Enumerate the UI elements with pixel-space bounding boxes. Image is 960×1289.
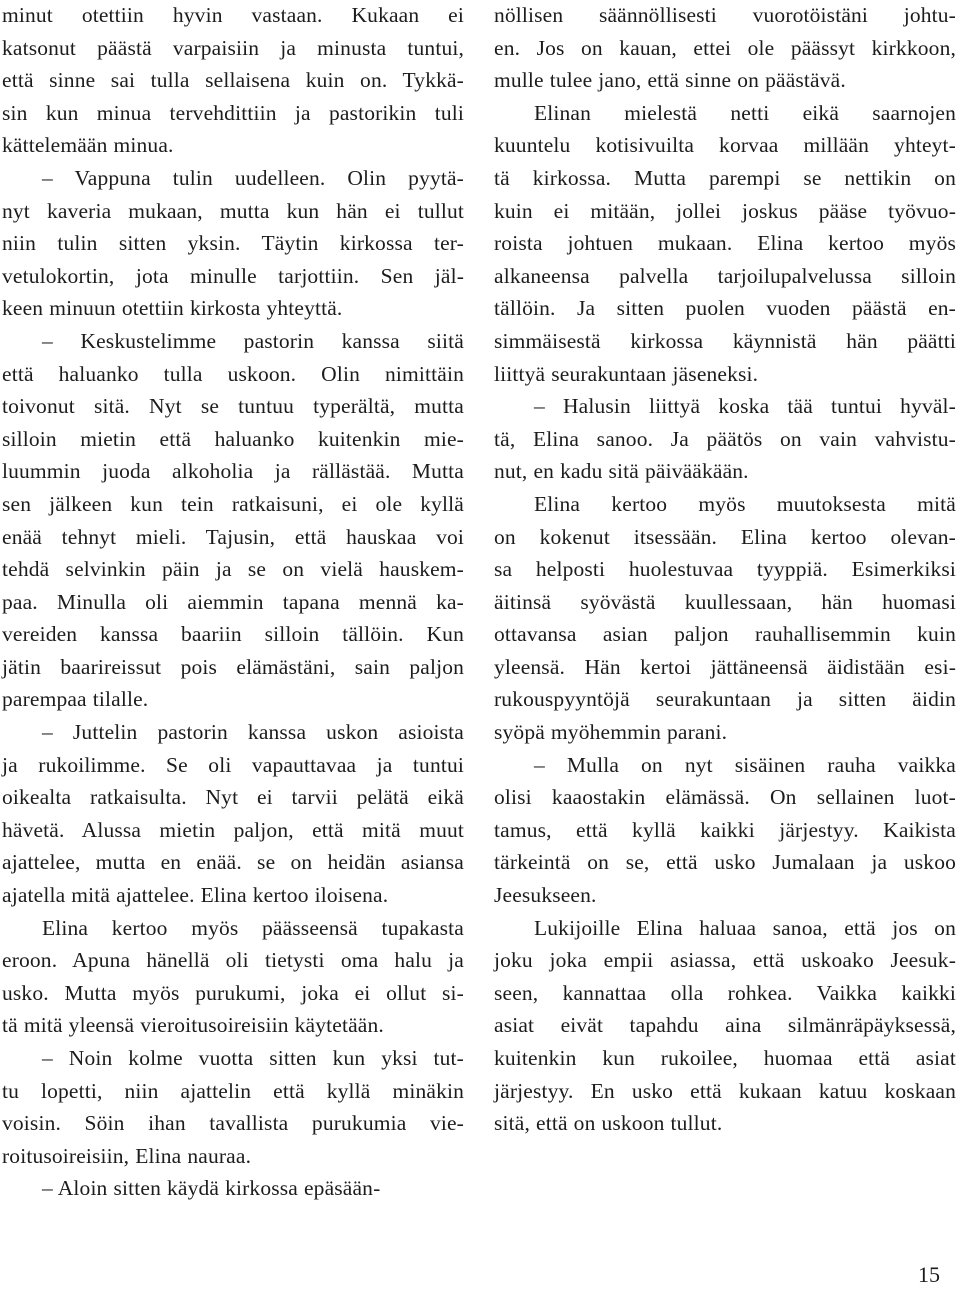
- text-line: silloin mietin että haluanko kuitenkin mie-: [2, 426, 464, 451]
- text-line: roitusoireisiin, Elina nauraa.: [2, 1143, 252, 1168]
- text-line: minut otettiin hyvin vastaan. Kukaan ei: [2, 3, 464, 27]
- text-line: tehdä selvinkin päin ja se on vielä hauskem-: [2, 557, 464, 582]
- right-text-column: [494, 0, 956, 1140]
- text-line: järjestyy. En usko että kukaan katuu koskaan: [494, 1078, 956, 1103]
- text-line: ja rukoilimme. Se oli vapauttavaa ja tuntui: [2, 752, 464, 777]
- text-line: sa helposti huolestuvaa tyyppiä. Esimerkiksi: [494, 557, 956, 582]
- text-line: roista johtuen mukaan. Elina kertoo myös: [494, 231, 956, 256]
- text-line: enää tehnyt mieli. Tajusin, että hauskaa voi: [2, 524, 464, 549]
- text-line: että sinne sai tulla sellaisena kuin on. Tykkä-: [2, 68, 464, 93]
- text-line: paa. Minulla oli aiemmin tapana mennä ka-: [2, 589, 464, 614]
- text-line: kättelemään minua.: [2, 133, 174, 158]
- text-line: vereiden kanssa baariin silloin tällöin. Kun: [2, 622, 464, 647]
- text-line: tärkeintä on se, että usko Jumalaan ja uskoo: [494, 850, 956, 875]
- text-line: Elina kertoo myös muutoksesta mitä: [534, 491, 956, 516]
- text-line: – Noin kolme vuotta sitten kun yksi tut-: [42, 1046, 464, 1070]
- text-line: tä, Elina sanoo. Ja päätös on vain vahvistu-: [494, 426, 956, 451]
- text-line: luummin juoda alkoholia ja rällästää. Mutta: [2, 459, 464, 484]
- text-line: – Juttelin pastorin kanssa uskon asioista: [42, 720, 464, 745]
- text-line: äitinsä syövästä kuullessaan, hän huomasi: [494, 589, 956, 614]
- text-line: kuitenkin kun rukoilee, huomaa että asiat: [494, 1046, 956, 1070]
- text-line: – Mulla on nyt sisäinen rauha vaikka: [534, 752, 956, 777]
- text-line: olisi kaaostakin elämässä. On sellainen luot-: [494, 785, 956, 810]
- text-line: liittyä seurakuntaan jäseneksi.: [494, 361, 759, 386]
- page-number: 15: [918, 1262, 940, 1287]
- text-line: tä mitä yleensä vieroitusoireisiin käytetään.: [2, 1013, 384, 1038]
- text-line: Elinan mielestä netti eikä saarnojen: [534, 100, 956, 125]
- text-line: en. Jos on kauan, ettei ole päässyt kirkkoon,: [494, 35, 956, 60]
- text-line: seen, kannattaa olla rohkea. Vaikka kaikki: [494, 980, 956, 1005]
- text-line: toivonut sitä. Nyt se tuntuu typerältä, mutta: [2, 394, 464, 419]
- text-line: simmäisestä kirkossa käynnistä hän päätti: [494, 328, 956, 353]
- left-text-column: [2, 0, 464, 1205]
- text-line: ajattelee, mutta en enää. se on heidän asiansa: [2, 850, 464, 875]
- text-line: tällöin. Ja sitten puolen vuoden päästä en-: [494, 296, 956, 321]
- text-line: katsonut päästä varpaisiin ja minusta tuntui,: [2, 35, 464, 60]
- text-line: tamus, että kyllä kaikki järjestyy. Kaikista: [494, 817, 956, 842]
- text-line: – Keskustelimme pastorin kanssa siitä: [42, 328, 464, 353]
- text-line: – Vappuna tulin uudelleen. Olin pyytä-: [42, 165, 464, 190]
- text-line: oikealta ratkaisulta. Nyt ei tarvii pelätä eikä: [2, 785, 464, 810]
- text-line: vetulokortin, jota minulle tarjottiin. Sen jäl-: [2, 263, 464, 288]
- text-line: ottavansa asian paljon rauhallisemmin kuin: [494, 622, 956, 647]
- text-line: usko. Mutta myös purukumi, joka ei ollut si-: [2, 980, 464, 1005]
- text-line: ajatella mitä ajattelee. Elina kertoo iloisena.: [2, 883, 389, 908]
- text-line: Jeesukseen.: [494, 883, 597, 908]
- text-line: sin kun minua tervehdittiin ja pastorikin tuli: [2, 100, 464, 125]
- text-line: että haluanko tulla uskoon. Olin nimittäin: [2, 361, 464, 386]
- text-line: niin tulin sitten yksin. Täytin kirkossa ter-: [2, 231, 464, 256]
- text-line: – Aloin sitten käydä kirkossa epäsään-: [42, 1176, 381, 1201]
- text-line: tu lopetti, niin ajattelin että kyllä minäkin: [2, 1078, 464, 1103]
- text-line: nyt kaveria mukaan, mutta kun hän ei tullut: [2, 198, 464, 223]
- text-line: rukouspyyntöjä seurakuntaan ja sitten äidin: [494, 687, 956, 712]
- text-line: kuuntelu kotisivuilta korvaa millään yhteyt-: [494, 133, 956, 158]
- text-line: sen jälkeen kun tein ratkaisuni, ei ole kyllä: [2, 491, 464, 516]
- text-line: mulle tulee jano, että sinne on päästävä.: [494, 68, 846, 93]
- text-line: sitä, että on uskoon tullut.: [494, 1111, 723, 1136]
- text-line: jätin baarireissut pois elämästäni, sain paljon: [2, 654, 464, 679]
- text-line: parempaa tilalle.: [2, 687, 149, 712]
- text-line: asiat eivät tapahdu aina silmänräpäyksessä,: [494, 1013, 956, 1038]
- text-line: nut, en kadu sitä päivääkään.: [494, 459, 749, 484]
- text-line: Elina kertoo myös päässeensä tupakasta: [42, 915, 464, 940]
- text-line: – Halusin liittyä koska tää tuntui hyväl-: [534, 394, 956, 419]
- text-line: yleensä. Hän kertoi jättäneensä äidistään esi-: [494, 654, 956, 679]
- text-line: nöllisen säännöllisesti vuorotöistäni johtu-: [494, 3, 956, 27]
- text-line: voisin. Söin ihan tavallista purukumia vie-: [2, 1111, 464, 1136]
- text-line: eroon. Apuna hänellä oli tietysti oma halu ja: [2, 948, 464, 973]
- text-line: tä kirkossa. Mutta parempi se nettikin on: [494, 165, 956, 190]
- text-line: on kokenut itsessään. Elina kertoo olevan-: [494, 524, 956, 549]
- text-line: hävetä. Alussa mietin paljon, että mitä muut: [2, 817, 464, 842]
- text-line: alkaneensa palvella tarjoilupalvelussa silloin: [494, 263, 956, 288]
- text-line: syöpä myöhemmin parani.: [494, 720, 728, 745]
- text-line: Lukijoille Elina haluaa sanoa, että jos on: [534, 915, 956, 940]
- text-line: joku joka empii asiassa, että uskoako Jeesuk-: [494, 948, 956, 973]
- text-line: kuin ei mitään, jollei joskus pääse työvuo-: [494, 198, 956, 223]
- text-line: keen minuun otettiin kirkosta yhteyttä.: [2, 296, 343, 321]
